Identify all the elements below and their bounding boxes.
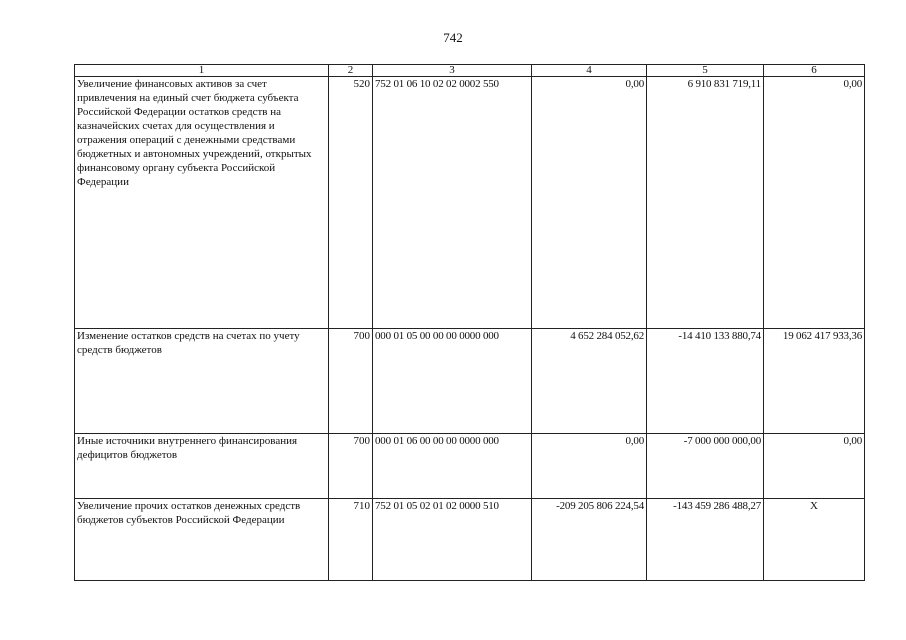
column-header-1: 1 (75, 65, 329, 77)
column-header-5: 5 (647, 65, 764, 77)
column-header-4: 4 (532, 65, 647, 77)
row-value-5-cell: -7 000 000 000,00 (647, 434, 764, 499)
table-row (75, 77, 865, 329)
page-number: 742 (443, 30, 463, 45)
row-name-cell: Увеличение прочих остатков денежных средств бюджетов субъектов Российской Федерации (75, 499, 329, 581)
row-code-cell: 700 (329, 329, 373, 434)
row-value-6-cell: 0,00 (764, 77, 865, 329)
row-name-cell: Изменение остатков средств на счетах по учету средств бюджетов (75, 329, 329, 434)
table-row (75, 329, 865, 434)
table-row (75, 434, 865, 499)
row-code-cell: 710 (329, 499, 373, 581)
row-code-cell: 520 (329, 77, 373, 329)
column-header-6: 6 (764, 65, 865, 77)
row-value-4-cell: 0,00 (532, 434, 647, 499)
row-kbk-cell: 000 01 05 00 00 00 0000 000 (373, 329, 532, 434)
row-kbk-cell: 752 01 06 10 02 02 0002 550 (373, 77, 532, 329)
row-value-4-cell: -209 205 806 224,54 (532, 499, 647, 581)
table-header-row (75, 65, 865, 77)
row-name-cell: Увеличение финансовых активов за счет привлечения на единый счет бюджета субъекта Российской Федерации остатков средств на казначейских счетах для осуществления и отражения операций с денежными средствами бюджетных и автономных учреждений, открытых финансовому органу субъекта Российской Федерации (75, 77, 329, 329)
row-value-5-cell: -14 410 133 880,74 (647, 329, 764, 434)
row-name-cell: Иные источники внутреннего финансирования дефицитов бюджетов (75, 434, 329, 499)
row-value-5-cell: -143 459 286 488,27 (647, 499, 764, 581)
row-kbk-cell: 000 01 06 00 00 00 0000 000 (373, 434, 532, 499)
row-value-6-cell: 0,00 (764, 434, 865, 499)
row-value-4-cell: 0,00 (532, 77, 647, 329)
row-value-6-cell: X (764, 499, 865, 581)
row-value-4-cell: 4 652 284 052,62 (532, 329, 647, 434)
row-value-5-cell: 6 910 831 719,11 (647, 77, 764, 329)
table-row (75, 499, 865, 581)
budget-sources-table (74, 64, 865, 581)
row-value-6-cell: 19 062 417 933,36 (764, 329, 865, 434)
column-header-2: 2 (329, 65, 373, 77)
column-header-3: 3 (373, 65, 532, 77)
row-code-cell: 700 (329, 434, 373, 499)
row-kbk-cell: 752 01 05 02 01 02 0000 510 (373, 499, 532, 581)
